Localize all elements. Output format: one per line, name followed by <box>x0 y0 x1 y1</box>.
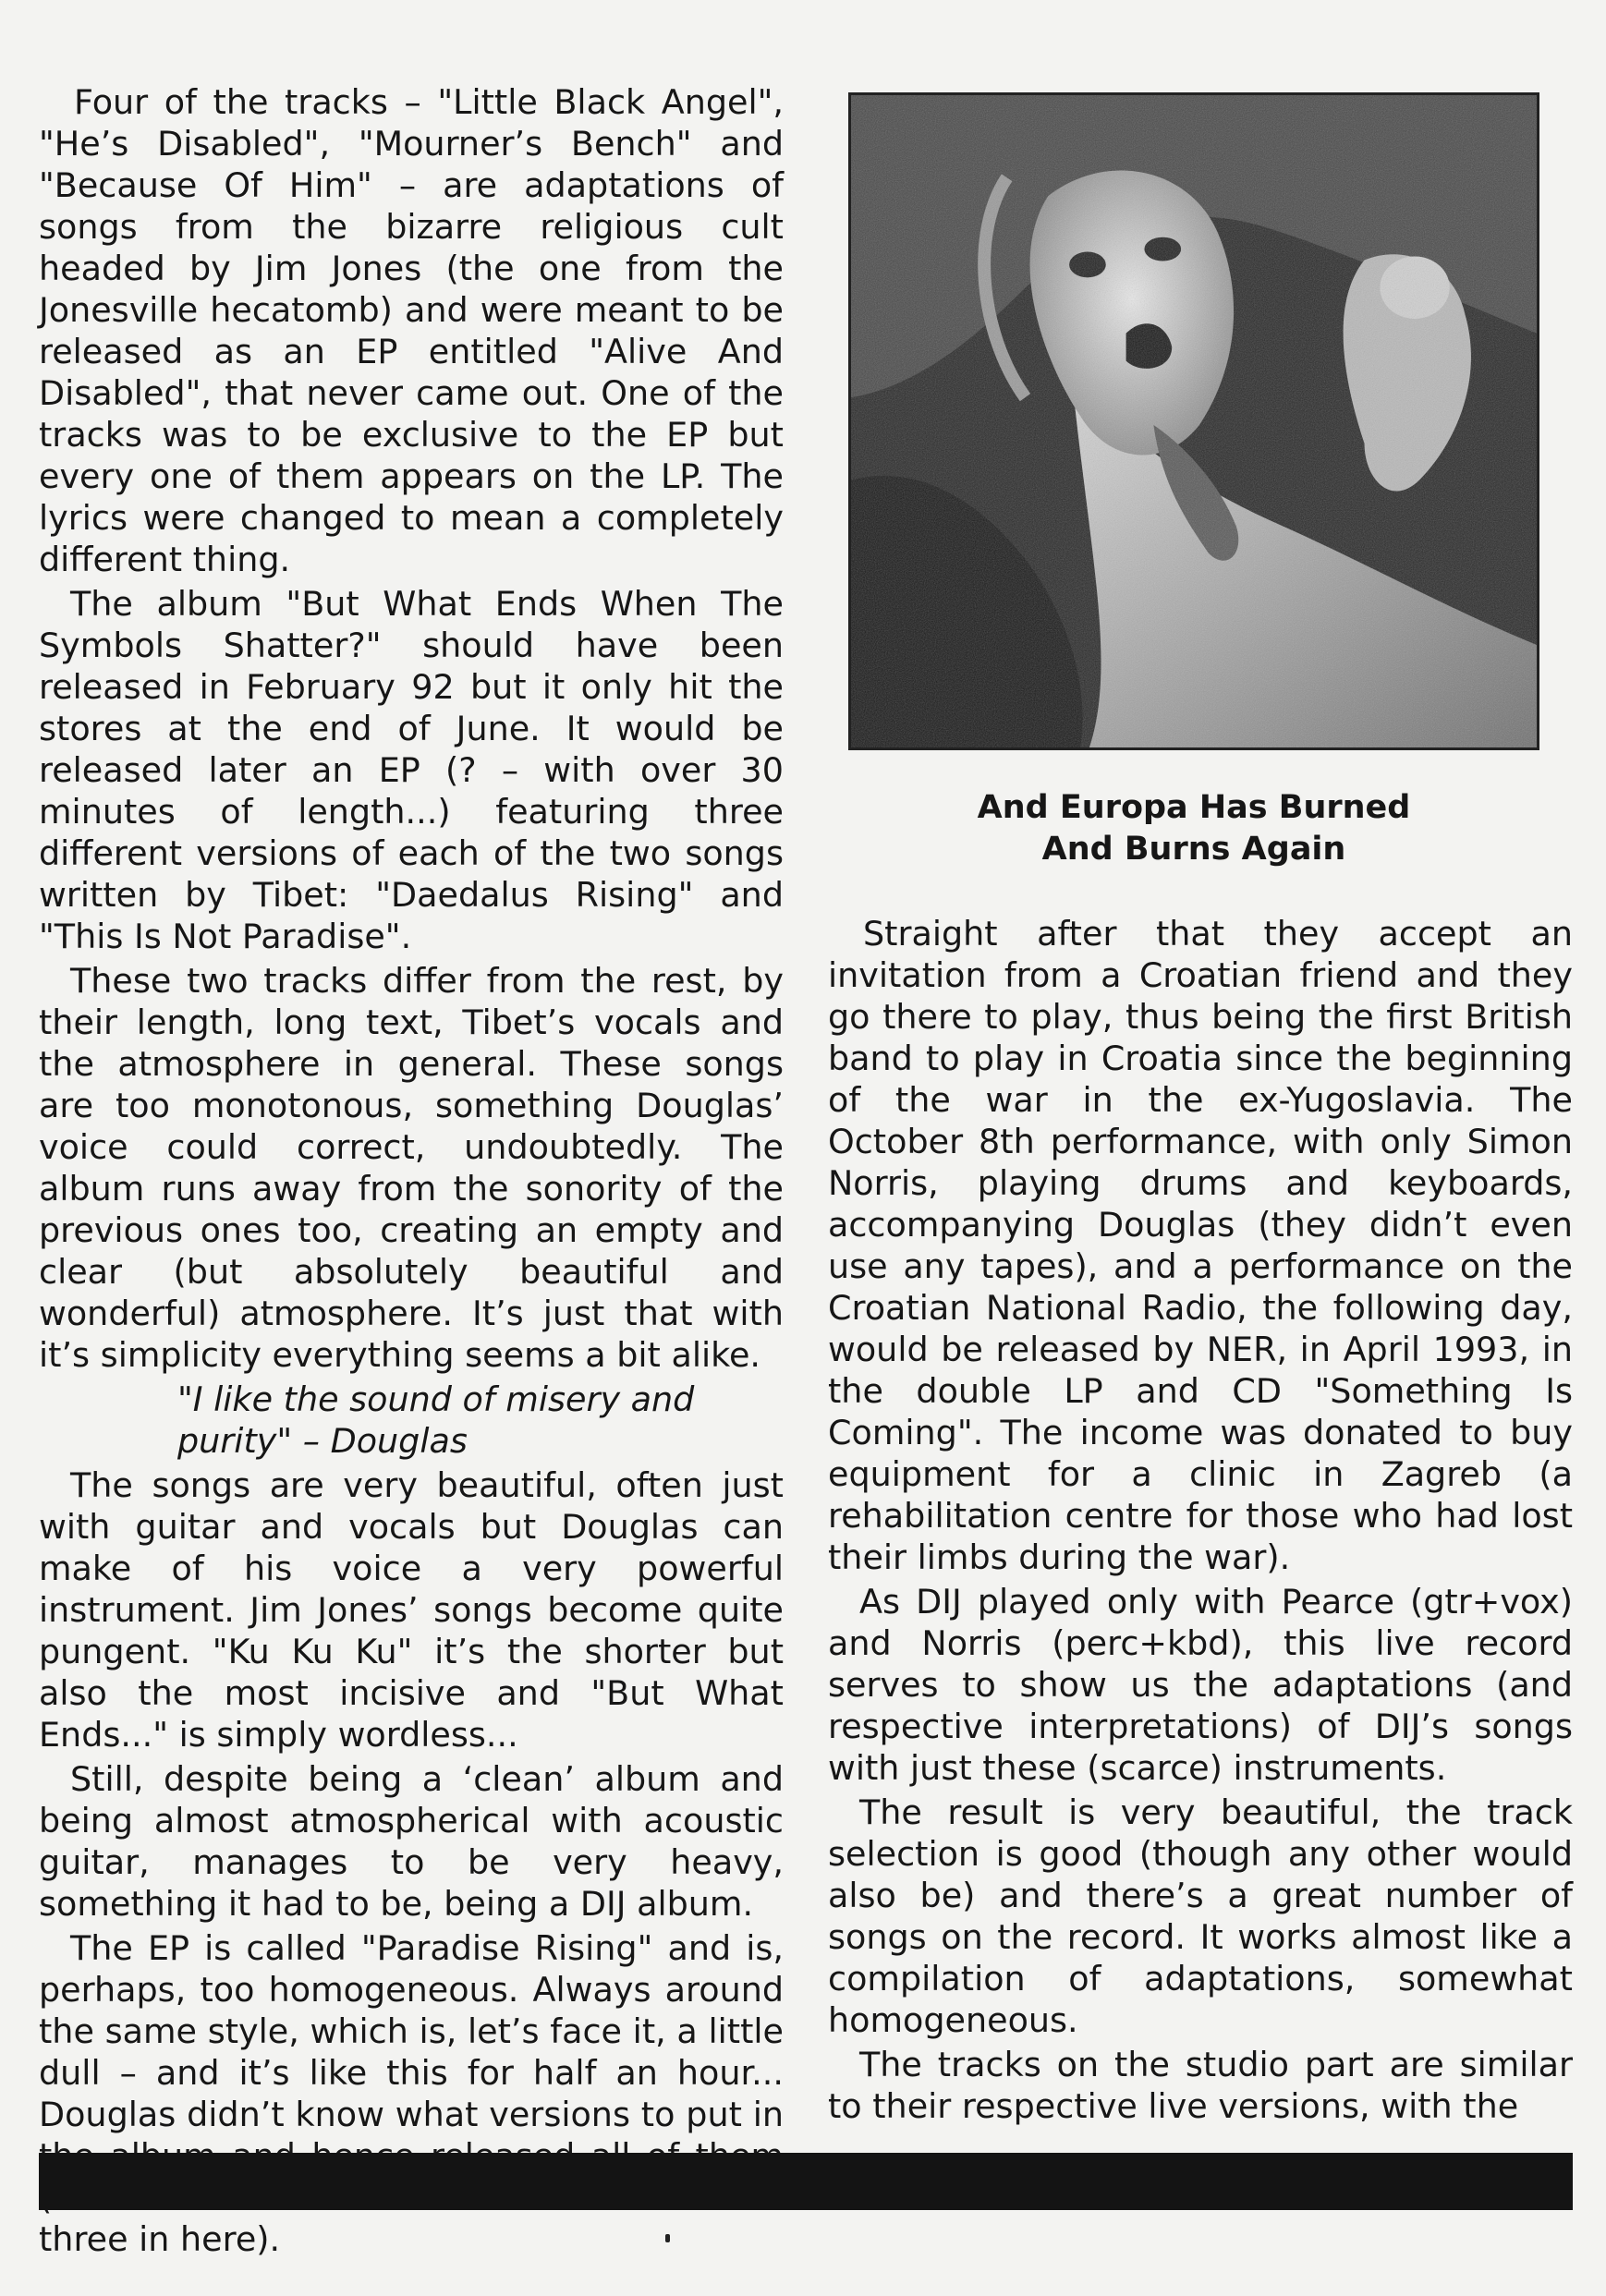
paragraph: These two tracks differ from the rest, by their length, long text, Tibet’s vocals and the atmosphere in general. These songs are too monotonous, something Douglas’ voice could correct, undoubtedly. The album runs away from the sonority of the previous ones too, creating an empty and clear (but absolutely beautiful and wonderful) atmosphere. It’s just that with it’s simplicity everything seems a bit alike. <box>39 961 784 1375</box>
left-column <box>39 81 784 2263</box>
photo-caption <box>848 787 1539 870</box>
paragraph: Straight after that they accept an invitation from a Croatian friend and they go there to play, thus being the first British band to play in Croatia since the beginning of the war in the ex-Yugoslavia. The October 8th performance, with only Simon Norris, playing drums and keyboards, accompanying Douglas (they didn’t even use any tapes), and a performance on the Croatian National Radio, the following day, would be released by NER, in April 1993, in the double LP and CD "Something Is Coming". The income was donated to buy equipment for a clinic in Zagreb (a rehabilitation centre for those who had lost their limbs during the war). <box>828 914 1573 1577</box>
paragraph: Four of the tracks – "Little Black Angel", "He’s Disabled", "Mourner’s Bench" and "Because Of Him" – are adaptations of songs from the bizarre religious cult headed by Jim Jones (the one from the Jonesville hecatomb) and were meant to be released as an EP entitled "Alive And Disabled", that never came out. One of the tracks was to be exclusive to the EP but every one of them appears on the LP. The lyrics were changed to mean a completely different thing. <box>39 82 784 579</box>
right-column <box>828 913 1573 2130</box>
paragraph: The result is very beautiful, the track selection is good (though any other would also be) and there’s a great number of songs on the record. It works almost like a compilation of adaptations, somewhat homogeneous. <box>828 1792 1573 2040</box>
footer-bar <box>39 2153 1573 2210</box>
photo-illustration <box>851 95 1537 747</box>
paragraph: Still, despite being a ‘clean’ album and being almost atmospherical with acoustic guitar, manages to be very heavy, something it had to be, being a DIJ album. <box>39 1759 784 1924</box>
paragraph: As DIJ played only with Pearce (gtr+vox) and Norris (perc+kbd), this live record serves to show us the adaptations (and respective interpretations) of DIJ’s songs with just these (scarce) instruments. <box>828 1582 1573 1788</box>
paragraph: The album "But What Ends When The Symbols Shatter?" should have been released in February 92 but it only hit the stores at the end of June. It would be released later an EP (? – with over 30 minutes of length...) featuring three different versions of each of the two songs written by Tibet: "Daedalus Rising" and "This Is Not Paradise". <box>39 584 784 956</box>
caption-line: And Burns Again <box>1041 831 1346 868</box>
pull-quote: "I like the sound of misery and purity" – Douglas <box>177 1379 695 1461</box>
page-mark <box>665 2234 670 2242</box>
paragraph: The tracks on the studio part are similar to their respective live versions, with the <box>828 2045 1573 2126</box>
caption-line: And Europa Has Burned <box>977 789 1411 826</box>
paragraph: The EP is called "Paradise Rising" and is, perhaps, too homogeneous. Always around the same style, which is, let’s face it, a little dull – and it’s like this for half an hour... Douglas didn’t know what versions to put in three in here). <box>39 1928 784 2259</box>
paragraph: The songs are very beautiful, often just with guitar and vocals but Douglas can make of his voice a very powerful instrument. Jim Jones’ songs become quite pungent. "Ku Ku Ku" it’s the shorter but also the most incisive and "But What Ends..." is simply wordless... <box>39 1465 784 1755</box>
album-photo <box>848 92 1539 750</box>
